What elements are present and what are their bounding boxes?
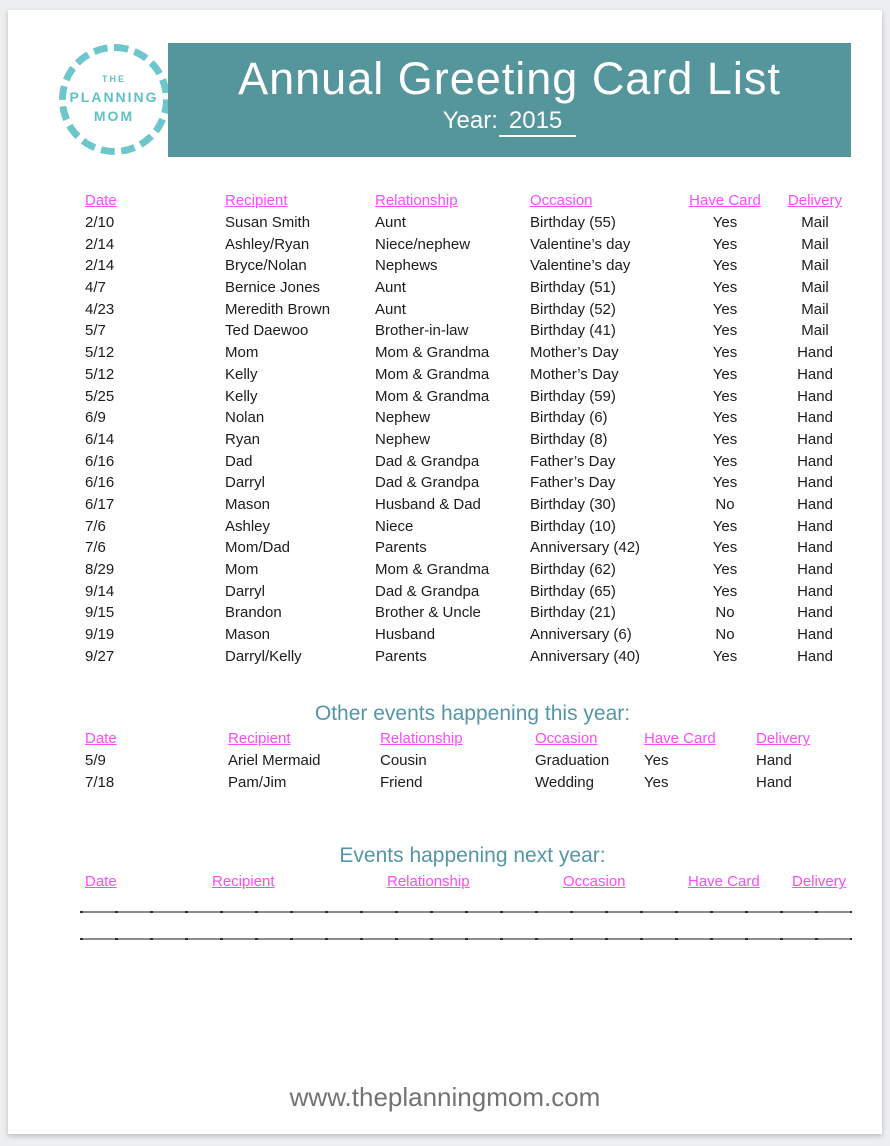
planning-mom-logo <box>55 40 173 158</box>
table-row <box>85 624 860 646</box>
column-header-have-card: Have Card <box>688 873 760 891</box>
header-band <box>168 43 851 157</box>
cell-date: 7/6 <box>85 539 106 557</box>
cell-recipient: Meredith Brown <box>225 300 331 318</box>
table-row <box>85 255 860 277</box>
blank-write-in-line <box>80 938 852 940</box>
column-header-occasion: Occasion <box>563 873 626 891</box>
cell-occasion: Birthday (41) <box>530 322 616 340</box>
cell-relationship: Brother-in-law <box>375 322 469 340</box>
table-row <box>85 450 860 472</box>
cell-relationship: Niece/nephew <box>375 235 471 253</box>
table-row <box>85 559 860 581</box>
cell-recipient: Pam/Jim <box>228 773 287 791</box>
column-header-have-card: Have Card <box>689 192 761 210</box>
cell-date: 8/29 <box>85 561 115 579</box>
column-header-recipient: Recipient <box>225 192 288 210</box>
cell-have-card: Yes <box>712 365 738 383</box>
cell-relationship: Husband <box>375 626 436 644</box>
column-header-recipient: Recipient <box>228 730 291 748</box>
cell-occasion: Mother’s Day <box>530 344 619 362</box>
column-header-occasion: Occasion <box>530 192 593 210</box>
cell-delivery: Hand <box>756 752 792 770</box>
cell-occasion: Birthday (62) <box>530 561 616 579</box>
cell-recipient: Ryan <box>225 430 261 448</box>
cell-delivery: Hand <box>797 409 833 427</box>
cell-date: 7/6 <box>85 517 106 535</box>
cell-delivery: Hand <box>797 474 833 492</box>
page-title: Annual Greeting Card List <box>238 53 781 104</box>
cell-date: 5/12 <box>85 365 115 383</box>
cell-relationship: Mom & Grandma <box>375 365 490 383</box>
column-header-delivery: Delivery <box>792 873 847 891</box>
cell-relationship: Parents <box>375 539 427 557</box>
cell-relationship: Aunt <box>375 279 406 297</box>
column-header-date: Date <box>85 730 117 748</box>
column-header-have-card: Have Card <box>644 730 716 748</box>
cell-delivery: Mail <box>801 257 829 275</box>
cell-relationship: Nephew <box>375 409 431 427</box>
cell-delivery: Hand <box>797 344 833 362</box>
cell-occasion: Anniversary (40) <box>530 647 641 665</box>
table-header-row <box>85 190 860 212</box>
cell-delivery: Hand <box>797 626 833 644</box>
cell-occasion: Birthday (65) <box>530 582 616 600</box>
cell-have-card: No <box>715 626 735 644</box>
table-row <box>85 320 860 342</box>
cell-delivery: Hand <box>797 561 833 579</box>
cell-occasion: Birthday (10) <box>530 517 616 535</box>
cell-date: 2/10 <box>85 214 115 232</box>
table-row <box>85 298 860 320</box>
cell-relationship: Mom & Grandma <box>375 387 490 405</box>
other-events-body <box>85 750 860 793</box>
cell-date: 9/27 <box>85 647 115 665</box>
cell-date: 5/12 <box>85 344 115 362</box>
cell-occasion: Birthday (52) <box>530 300 616 318</box>
cell-date: 2/14 <box>85 257 115 275</box>
cell-occasion: Birthday (51) <box>530 279 616 297</box>
cell-occasion: Birthday (21) <box>530 604 616 622</box>
cell-occasion: Anniversary (42) <box>530 539 641 557</box>
column-header-relationship: Relationship <box>380 730 463 748</box>
cell-delivery: Hand <box>797 517 833 535</box>
table-row <box>85 429 860 451</box>
cell-recipient: Nolan <box>225 409 265 427</box>
table-row <box>85 233 860 255</box>
cell-have-card: Yes <box>712 387 738 405</box>
cell-relationship: Nephews <box>375 257 438 275</box>
cell-relationship: Aunt <box>375 214 406 232</box>
cell-date: 7/18 <box>85 773 115 791</box>
cell-recipient: Bernice Jones <box>225 279 321 297</box>
cell-relationship: Aunt <box>375 300 406 318</box>
blank-write-in-line <box>80 911 852 913</box>
cell-delivery: Hand <box>756 773 792 791</box>
year-line <box>443 107 577 135</box>
cell-have-card: Yes <box>712 517 738 535</box>
cell-have-card: Yes <box>712 235 738 253</box>
cell-date: 9/15 <box>85 604 115 622</box>
footer-url: www.theplanningmom.com <box>289 1082 601 1112</box>
cell-occasion: Birthday (6) <box>530 409 608 427</box>
table-header-row <box>85 728 860 750</box>
cell-have-card: Yes <box>712 539 738 557</box>
column-header-relationship: Relationship <box>375 192 458 210</box>
cell-recipient: Mason <box>225 495 271 513</box>
logo-text-planning: PLANNING <box>69 89 159 105</box>
cell-have-card: Yes <box>712 452 738 470</box>
column-header-date: Date <box>85 873 117 891</box>
cell-relationship: Niece <box>375 517 414 535</box>
cell-relationship: Friend <box>380 773 423 791</box>
table-row <box>85 515 860 537</box>
cell-recipient: Kelly <box>225 365 258 383</box>
logo-text-mom: MOM <box>93 108 135 124</box>
cell-delivery: Hand <box>797 430 833 448</box>
cell-relationship: Husband & Dad <box>375 495 481 513</box>
other-events-title: Other events happening this year: <box>314 702 631 725</box>
next-year-table <box>85 871 860 893</box>
cell-recipient: Ashley <box>225 517 271 535</box>
cell-date: 2/14 <box>85 235 115 253</box>
cell-date: 6/16 <box>85 474 115 492</box>
cell-recipient: Dad <box>225 452 253 470</box>
cell-have-card: Yes <box>644 752 669 770</box>
column-header-recipient: Recipient <box>212 873 275 891</box>
cell-have-card: Yes <box>712 430 738 448</box>
cell-relationship: Mom & Grandma <box>375 344 490 362</box>
cell-delivery: Hand <box>797 604 833 622</box>
cell-date: 6/16 <box>85 452 115 470</box>
cell-delivery: Mail <box>801 235 829 253</box>
cell-delivery: Mail <box>801 322 829 340</box>
cell-occasion: Graduation <box>535 752 610 770</box>
cell-occasion: Anniversary (6) <box>530 626 632 644</box>
cell-date: 9/19 <box>85 626 115 644</box>
year-label: Year: <box>442 107 498 134</box>
table-row <box>85 645 860 667</box>
table-row <box>85 580 860 602</box>
cell-have-card: Yes <box>712 582 738 600</box>
cell-delivery: Hand <box>797 495 833 513</box>
cell-occasion: Birthday (30) <box>530 495 616 513</box>
column-header-relationship: Relationship <box>387 873 470 891</box>
cell-date: 9/14 <box>85 582 115 600</box>
table-row <box>85 212 860 234</box>
cell-recipient: Ashley/Ryan <box>225 235 310 253</box>
cell-date: 6/9 <box>85 409 106 427</box>
table-row <box>85 342 860 364</box>
cell-have-card: Yes <box>712 214 738 232</box>
cell-date: 4/23 <box>85 300 115 318</box>
logo-text-the: THE <box>102 74 126 84</box>
cell-date: 5/9 <box>85 752 106 770</box>
cell-have-card: No <box>715 604 735 622</box>
cell-occasion: Father’s Day <box>530 474 616 492</box>
cell-occasion: Valentine’s day <box>530 257 631 275</box>
cell-occasion: Mother’s Day <box>530 365 619 383</box>
cell-delivery: Hand <box>797 647 833 665</box>
cell-recipient: Ted Daewoo <box>225 322 309 340</box>
cell-recipient: Brandon <box>225 604 282 622</box>
column-header-delivery: Delivery <box>787 192 843 210</box>
table-row <box>85 472 860 494</box>
cell-relationship: Brother & Uncle <box>375 604 481 622</box>
cell-delivery: Hand <box>797 387 833 405</box>
cell-have-card: Yes <box>712 647 738 665</box>
cell-recipient: Mason <box>225 626 271 644</box>
cell-date: 5/7 <box>85 322 106 340</box>
cell-occasion: Birthday (55) <box>530 214 616 232</box>
document-page <box>8 10 882 1134</box>
cell-have-card: Yes <box>712 279 738 297</box>
table-row <box>85 385 860 407</box>
cell-relationship: Dad & Grandpa <box>375 452 480 470</box>
cell-recipient: Mom <box>225 561 259 579</box>
cell-occasion: Valentine’s day <box>530 235 631 253</box>
cell-delivery: Mail <box>801 300 829 318</box>
cell-date: 4/7 <box>85 279 106 297</box>
cell-date: 6/17 <box>85 495 115 513</box>
cell-have-card: Yes <box>644 773 669 791</box>
other-events-table <box>85 728 860 793</box>
cell-recipient: Darryl <box>225 582 265 600</box>
table-row <box>85 364 860 386</box>
cell-recipient: Darryl <box>225 474 265 492</box>
cell-have-card: Yes <box>712 474 738 492</box>
cell-have-card: Yes <box>712 257 738 275</box>
cell-delivery: Mail <box>801 279 829 297</box>
table-row <box>85 277 860 299</box>
cell-recipient: Mom/Dad <box>225 539 291 557</box>
cell-have-card: No <box>715 495 735 513</box>
cell-occasion: Wedding <box>535 773 594 791</box>
cell-recipient: Ariel Mermaid <box>228 752 321 770</box>
table-row <box>85 771 860 793</box>
cell-relationship: Mom & Grandma <box>375 561 490 579</box>
column-header-occasion: Occasion <box>535 730 598 748</box>
cell-relationship: Dad & Grandpa <box>375 582 480 600</box>
cell-occasion: Father’s Day <box>530 452 616 470</box>
table-row <box>85 602 860 624</box>
cell-have-card: Yes <box>712 322 738 340</box>
cell-relationship: Cousin <box>380 752 427 770</box>
table-row <box>85 537 860 559</box>
main-table <box>85 190 860 667</box>
cell-have-card: Yes <box>712 409 738 427</box>
cell-recipient: Mom <box>225 344 259 362</box>
cell-recipient: Susan Smith <box>225 214 311 232</box>
year-value: 2015 <box>499 107 576 137</box>
table-row <box>85 407 860 429</box>
table-row <box>85 494 860 516</box>
rope-circle-icon <box>59 44 170 155</box>
cell-occasion: Birthday (59) <box>530 387 616 405</box>
cell-delivery: Mail <box>801 214 829 232</box>
table-row <box>85 750 860 772</box>
cell-relationship: Parents <box>375 647 427 665</box>
cell-have-card: Yes <box>712 300 738 318</box>
cell-date: 5/25 <box>85 387 115 405</box>
cell-recipient: Bryce/Nolan <box>225 257 307 275</box>
cell-relationship: Nephew <box>375 430 431 448</box>
cell-recipient: Kelly <box>225 387 258 405</box>
cell-delivery: Hand <box>797 539 833 557</box>
cell-recipient: Darryl/Kelly <box>225 647 302 665</box>
cell-delivery: Hand <box>797 582 833 600</box>
cell-delivery: Hand <box>797 452 833 470</box>
table-header-row <box>85 871 860 893</box>
cell-relationship: Dad & Grandpa <box>375 474 480 492</box>
cell-have-card: Yes <box>712 561 738 579</box>
cell-have-card: Yes <box>712 344 738 362</box>
column-header-date: Date <box>85 192 117 210</box>
cell-date: 6/14 <box>85 430 115 448</box>
cell-occasion: Birthday (8) <box>530 430 608 448</box>
main-table-body <box>85 212 860 667</box>
cell-delivery: Hand <box>797 365 833 383</box>
next-year-title: Events happening next year: <box>339 844 606 867</box>
column-header-delivery: Delivery <box>756 730 811 748</box>
